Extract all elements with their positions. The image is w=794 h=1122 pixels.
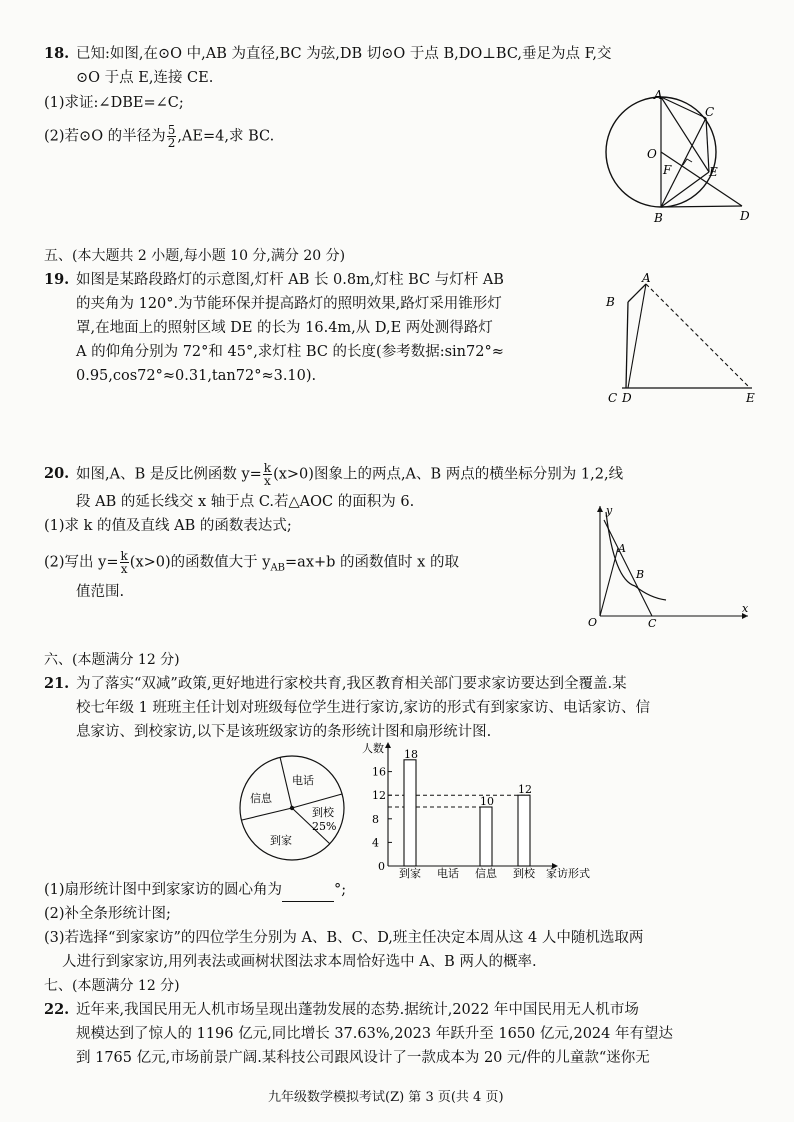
pie-label-school: 到校	[312, 806, 334, 819]
q20-label-o: O	[588, 616, 598, 629]
bar-value-label: 18	[404, 747, 418, 761]
q19-label-e: E	[746, 391, 755, 405]
q19-label-c: C	[608, 391, 618, 405]
bar-value-label: 12	[518, 783, 532, 797]
q21-part2: (2)补全条形统计图;	[44, 906, 171, 922]
q18-part1: (1)求证:∠DBE=∠C;	[44, 95, 184, 111]
q22-line: 近年来,我国民用无人机市场呈现出蓬勃发展的态势.据统计,2022 年中国民用无人机市场	[76, 1002, 639, 1018]
section-7-header: 七、(本题满分 12 分)	[44, 978, 180, 994]
bar-ytick-label: 12	[372, 789, 386, 803]
bar-0	[404, 760, 416, 866]
bar-ytick-label: 0	[378, 860, 385, 873]
q21-bar-chart	[360, 738, 610, 880]
q19-label-d: D	[622, 391, 632, 405]
q21-line: 息家访、到校家访,以下是该班级家访的条形统计图和扇形统计图.	[76, 724, 492, 740]
bar-value-label: 10	[480, 795, 494, 808]
q18-label-f: F	[663, 163, 672, 177]
q20-hyperbola-figure	[580, 500, 760, 632]
bar-3	[518, 795, 530, 866]
q20-label-y: y	[606, 504, 613, 517]
section-6-header: 六、(本题满分 12 分)	[44, 652, 180, 668]
q22-number: 22.	[44, 1001, 70, 1018]
q18-label-d: D	[740, 209, 750, 223]
q21-part3-line1: (3)若选择“到家家访”的四位学生分别为 A、B、C、D,班主任决定本周从这 4 人中随机选取两	[44, 930, 644, 946]
pie-label-phone: 电话	[292, 774, 314, 787]
q18-label-e: E	[709, 165, 718, 179]
q18-line2: ⊙O 于点 E,连接 CE.	[76, 70, 214, 86]
q20-label-x: x	[742, 602, 749, 615]
q18-circle-figure	[592, 86, 762, 228]
q18-label-o: O	[647, 147, 657, 161]
q18-label-c: C	[705, 105, 715, 119]
q20-label-b: B	[636, 568, 645, 581]
bar-xlabel: 家访形式	[546, 867, 590, 880]
q18-label-a: A	[654, 88, 663, 102]
pie-label-info: 信息	[250, 792, 272, 805]
bar-category-label: 到校	[513, 867, 535, 880]
bar-ytick-label: 8	[372, 812, 379, 826]
q20-number: 20.	[44, 465, 70, 482]
q20-line1: 如图,A、B 是反比例函数 y= $\frac{k}{x}$ (x>0)图象上的两点,A、B 两点的横坐标分别为 1,2,线	[76, 461, 624, 488]
q21-pie-chart	[228, 752, 358, 866]
bar-category-label: 到家	[399, 867, 421, 880]
answer-blank[interactable]	[282, 887, 334, 902]
q20-k-over-x: $\frac{k}{x}$	[263, 461, 272, 488]
q21-line: 为了落实“双减”政策,更好地进行家校共育,我区教育相关部门要求家访要达到全覆盖.某	[76, 676, 627, 692]
q22-line: 规模达到了惊人的 1196 亿元,同比增长 37.63%,2023 年跃升至 1650 亿元,2024 年有望达	[76, 1026, 673, 1042]
q20-part1: (1)求 k 的值及直线 AB 的函数表达式;	[44, 518, 292, 534]
q21-number: 21.	[44, 675, 70, 692]
q20-part2: (2)写出 y= $\frac{k}{x}$ (x>0)的函数值大于 $y_{AB}=ax+b$ 的函数值时 x 的取	[44, 549, 459, 576]
q21-part1: (1)扇形统计图中到家家访的圆心角为 °;	[44, 878, 346, 902]
q18-line1: 已知:如图,在⊙O 中,AB 为直径,BC 为弦,DB 切⊙O 于点 B,DO⊥BC,垂足为点 F,交	[76, 46, 612, 62]
q20-part2-line2: 值范围.	[76, 584, 125, 600]
section-5-header: 五、(本大题共 2 小题,每小题 10 分,满分 20 分)	[44, 248, 346, 264]
page-footer: 九年级数学模拟考试(Z) 第 3 页(共 4 页)	[268, 1090, 504, 1105]
q18-part2: (2)若⊙O 的半径为 $\frac{5}{2}$ ,AE=4,求 BC.	[44, 123, 275, 150]
q20-label-c: C	[648, 617, 657, 630]
pie-label-home: 到家	[270, 834, 292, 847]
q20-line2: 段 AB 的延长线交 x 轴于点 C.若△AOC 的面积为 6.	[76, 494, 415, 510]
q21-part3-line2: 人进行到家家访,用列表法或画树状图法求本周恰好选中 A、B 两人的概率.	[62, 954, 537, 970]
q19-line: 罩,在地面上的照射区域 DE 的长为 16.4m,从 D,E 两处测得路灯	[76, 320, 493, 336]
bar-category-label: 电话	[437, 867, 459, 880]
bar-ylabel: 人数	[362, 742, 384, 755]
q20-k-over-x-2: $\frac{k}{x}$	[120, 549, 128, 576]
q18-label-b: B	[654, 211, 663, 225]
q19-streetlight-figure	[598, 272, 768, 406]
q19-label-b: B	[606, 295, 615, 309]
q19-number: 19.	[44, 271, 70, 288]
q19-line: 0.95,cos72°≈0.31,tan72°≈3.10).	[76, 368, 317, 384]
q22-line: 到 1765 亿元,市场前景广阔.某科技公司跟风设计了一款成本为 20 元/件的儿童款“迷你无	[76, 1050, 650, 1066]
bar-2	[480, 807, 492, 866]
q18-number: 18.	[44, 45, 70, 62]
pie-label-school-percent: 25%	[312, 820, 337, 833]
q20-label-a: A	[618, 542, 626, 555]
q19-label-a: A	[642, 272, 651, 285]
bar-ytick-label: 16	[372, 765, 386, 779]
bar-category-label: 信息	[475, 867, 497, 880]
q19-line: A 的仰角分别为 72°和 45°,求灯柱 BC 的长度(参考数据:sin72°≈	[76, 344, 504, 360]
q21-line: 校七年级 1 班班主任计划对班级每位学生进行家访,家访的形式有到家家访、电话家访、信	[76, 700, 651, 716]
q18-radius-fraction: $\frac{5}{2}$	[167, 123, 176, 150]
q19-line: 的夹角为 120°.为节能环保并提高路灯的照明效果,路灯采用锥形灯	[76, 296, 502, 312]
q19-line: 如图是某路段路灯的示意图,灯杆 AB 长 0.8m,灯柱 BC 与灯杆 AB	[76, 272, 504, 288]
bar-ytick-label: 4	[372, 836, 379, 850]
